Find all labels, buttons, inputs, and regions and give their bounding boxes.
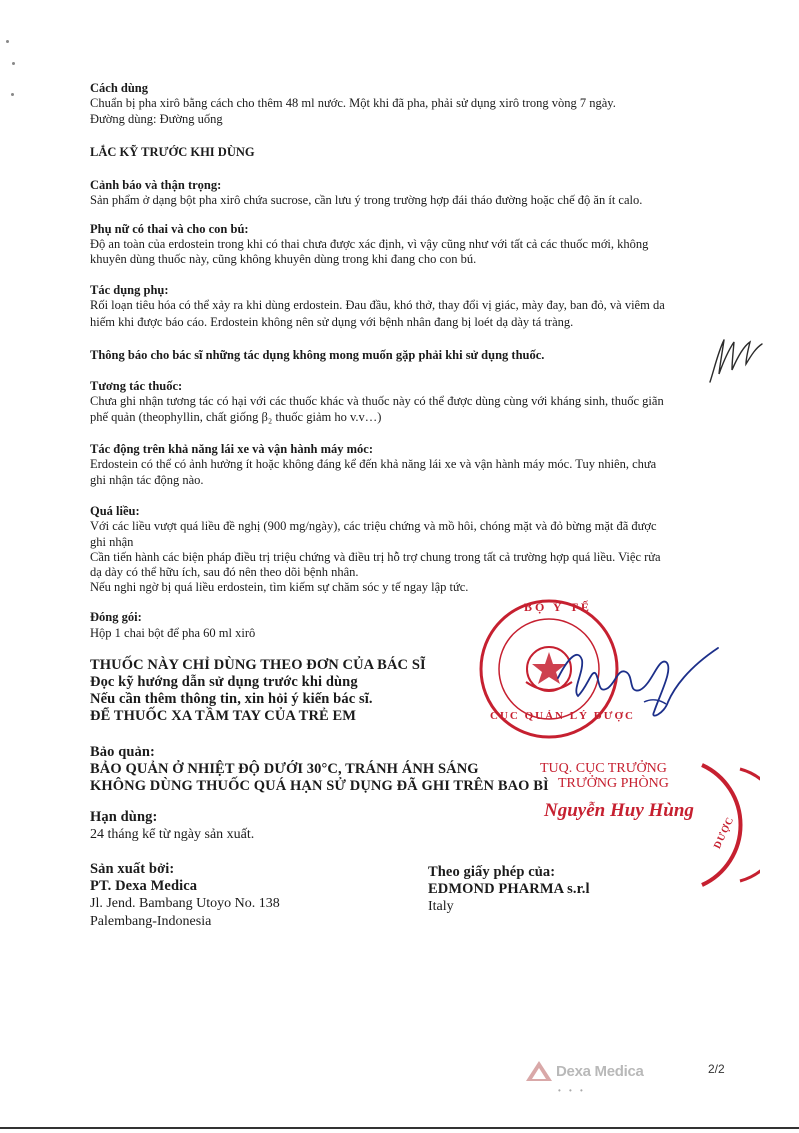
usage-line-2: Đường dùng: Đường uống <box>90 112 223 126</box>
scan-speck <box>12 62 15 65</box>
footer-logo-text: Dexa Medica <box>556 1063 644 1080</box>
initials-signature-icon <box>698 330 768 388</box>
driving-line-1: Erdostein có thể có ảnh hưởng ít hoặc không đáng kể đến khả năng lái xe và vận hành máy móc. Tuy nhiên, chưa <box>90 457 657 471</box>
side-effects-title: Tác dụng phụ: <box>90 283 169 297</box>
expiry-text: 24 tháng kể từ ngày sản xuất. <box>90 827 255 842</box>
scan-speck <box>6 40 9 43</box>
shake-notice: LẮC KỸ TRƯỚC KHI DÙNG <box>90 145 255 159</box>
license-country: Italy <box>428 899 454 914</box>
prescription-line-1: THUỐC NÀY CHỈ DÙNG THEO ĐƠN CỦA BÁC SĨ <box>90 657 426 673</box>
stamp-top-text: BỘ Y TẾ <box>524 600 592 614</box>
manufacturer-address-1: Jl. Jend. Bambang Utoyo No. 138 <box>90 896 280 911</box>
storage-title: Bảo quản: <box>90 744 155 760</box>
stamp-title-1: TUQ. CỤC TRƯỞNG <box>540 761 667 776</box>
overdose-line-3: Cần tiến hành các biện pháp điều trị triệu chứng và điều trị hỗ trợ chung trong tất cả trường hợp quá liều. Việc rửa <box>90 550 661 564</box>
manufacturer-address-2: Palembang-Indonesia <box>90 914 212 929</box>
director-signature-icon <box>548 638 723 720</box>
overdose-line-5: Nếu nghi ngờ bị quá liều erdostein, tìm kiếm sự chăm sóc y tế ngay lập tức. <box>90 580 469 594</box>
pregnancy-line-2: khuyên dùng thuốc này, cũng không khuyên dùng trong khi đang cho con bú. <box>90 252 477 266</box>
page-number: 2/2 <box>708 1062 725 1076</box>
pregnancy-title: Phụ nữ có thai và cho con bú: <box>90 222 249 236</box>
expiry-title: Hạn dùng: <box>90 809 158 825</box>
overdose-line-2: ghi nhận <box>90 535 134 549</box>
prescription-line-3: Nếu cần thêm thông tin, xin hỏi ý kiến bác sĩ. <box>90 691 373 707</box>
overdose-title: Quá liều: <box>90 504 140 518</box>
warnings-title: Cảnh báo và thận trọng: <box>90 178 222 192</box>
manufacturer-title: Sản xuất bởi: <box>90 861 175 877</box>
usage-line-1: Chuẩn bị pha xirô bằng cách cho thêm 48 ml nước. Một khi đã pha, phải sử dụng xirô trong vòng 7 ngày. <box>90 96 616 110</box>
scan-bottom-edge <box>0 1127 799 1129</box>
side-effects-line-1: Rối loạn tiêu hóa có thể xảy ra khi dùng erdostein. Đau đầu, khó thở, thay đổi vị giác, mày đay, ban đỏ, và viêm da <box>90 298 665 312</box>
pregnancy-line-1: Độ an toàn của erdostein trong khi có thai chưa được xác định, vì vậy cũng như với tất cả các thuốc mới, không <box>90 237 649 251</box>
packaging-title: Đóng gói: <box>90 610 142 624</box>
driving-line-2: ghi nhận tác động nào. <box>90 473 204 487</box>
overdose-line-4: dạ dày có thể hữu ích, sau đó nên theo dõi bệnh nhân. <box>90 565 359 579</box>
footer-dots: • • • <box>558 1086 586 1095</box>
license-title: Theo giấy phép của: <box>428 864 556 880</box>
overdose-line-1: Với các liều vượt quá liều đề nghị (900 mg/ngày), các triệu chứng và mồ hôi, chóng mặt và đỏ bừng mặt đã được <box>90 519 657 533</box>
prescription-line-4: ĐỂ THUỐC XA TẦM TAY CỦA TRẺ EM <box>90 708 357 724</box>
license-name: EDMOND PHARMA s.r.l <box>428 881 590 897</box>
usage-title: Cách dùng <box>90 81 149 95</box>
stamp-signer-name: Nguyễn Huy Hùng <box>544 800 694 821</box>
stamp-bottom-text: CỤC QUẢN LÝ DƯỢC <box>490 710 635 722</box>
prescription-line-2: Đọc kỹ hướng dẫn sử dụng trước khi dùng <box>90 674 358 690</box>
driving-title: Tác động trên khả năng lái xe và vận hành máy móc: <box>90 442 374 456</box>
side-effects-line-2: hiếm khi được báo cáo. Erdostein không nên sử dụng với bệnh nhân đang bị loét dạ dày tá tràng. <box>90 315 574 329</box>
dexa-logo-icon <box>525 1060 553 1082</box>
interactions-line-2: phế quản (theophyllin, chất giống β₂ thuốc giảm ho v.v…) <box>90 410 382 424</box>
storage-line-1: BẢO QUẢN Ở NHIỆT ĐỘ DƯỚI 30°C, TRÁNH ÁNH SÁNG <box>90 761 479 777</box>
manufacturer-name: PT. Dexa Medica <box>90 878 198 894</box>
storage-line-2: KHÔNG DÙNG THUỐC QUÁ HẠN SỬ DỤNG ĐÃ GHI TRÊN BAO BÌ <box>90 778 549 794</box>
scan-speck <box>11 93 14 96</box>
packaging-text: Hộp 1 chai bột để pha 60 ml xirô <box>90 626 256 640</box>
second-stamp-text: DƯỢC <box>712 815 737 851</box>
notify-doctor: Thông báo cho bác sĩ những tác dụng không mong muốn gặp phải khi sử dụng thuốc. <box>90 348 545 362</box>
stamp-title-2: TRƯỞNG PHÒNG <box>558 776 669 791</box>
interactions-title: Tương tác thuốc: <box>90 379 183 393</box>
warnings-text: Sản phẩm ở dạng bột pha xirô chứa sucrose, cần lưu ý trong trường hợp đái tháo đường hoặc chế độ ăn ít calo. <box>90 193 643 207</box>
interactions-line-1: Chưa ghi nhận tương tác có hại với các thuốc khác và thuốc này có thể được dùng cùng với kháng sinh, thuốc giãn <box>90 394 664 408</box>
